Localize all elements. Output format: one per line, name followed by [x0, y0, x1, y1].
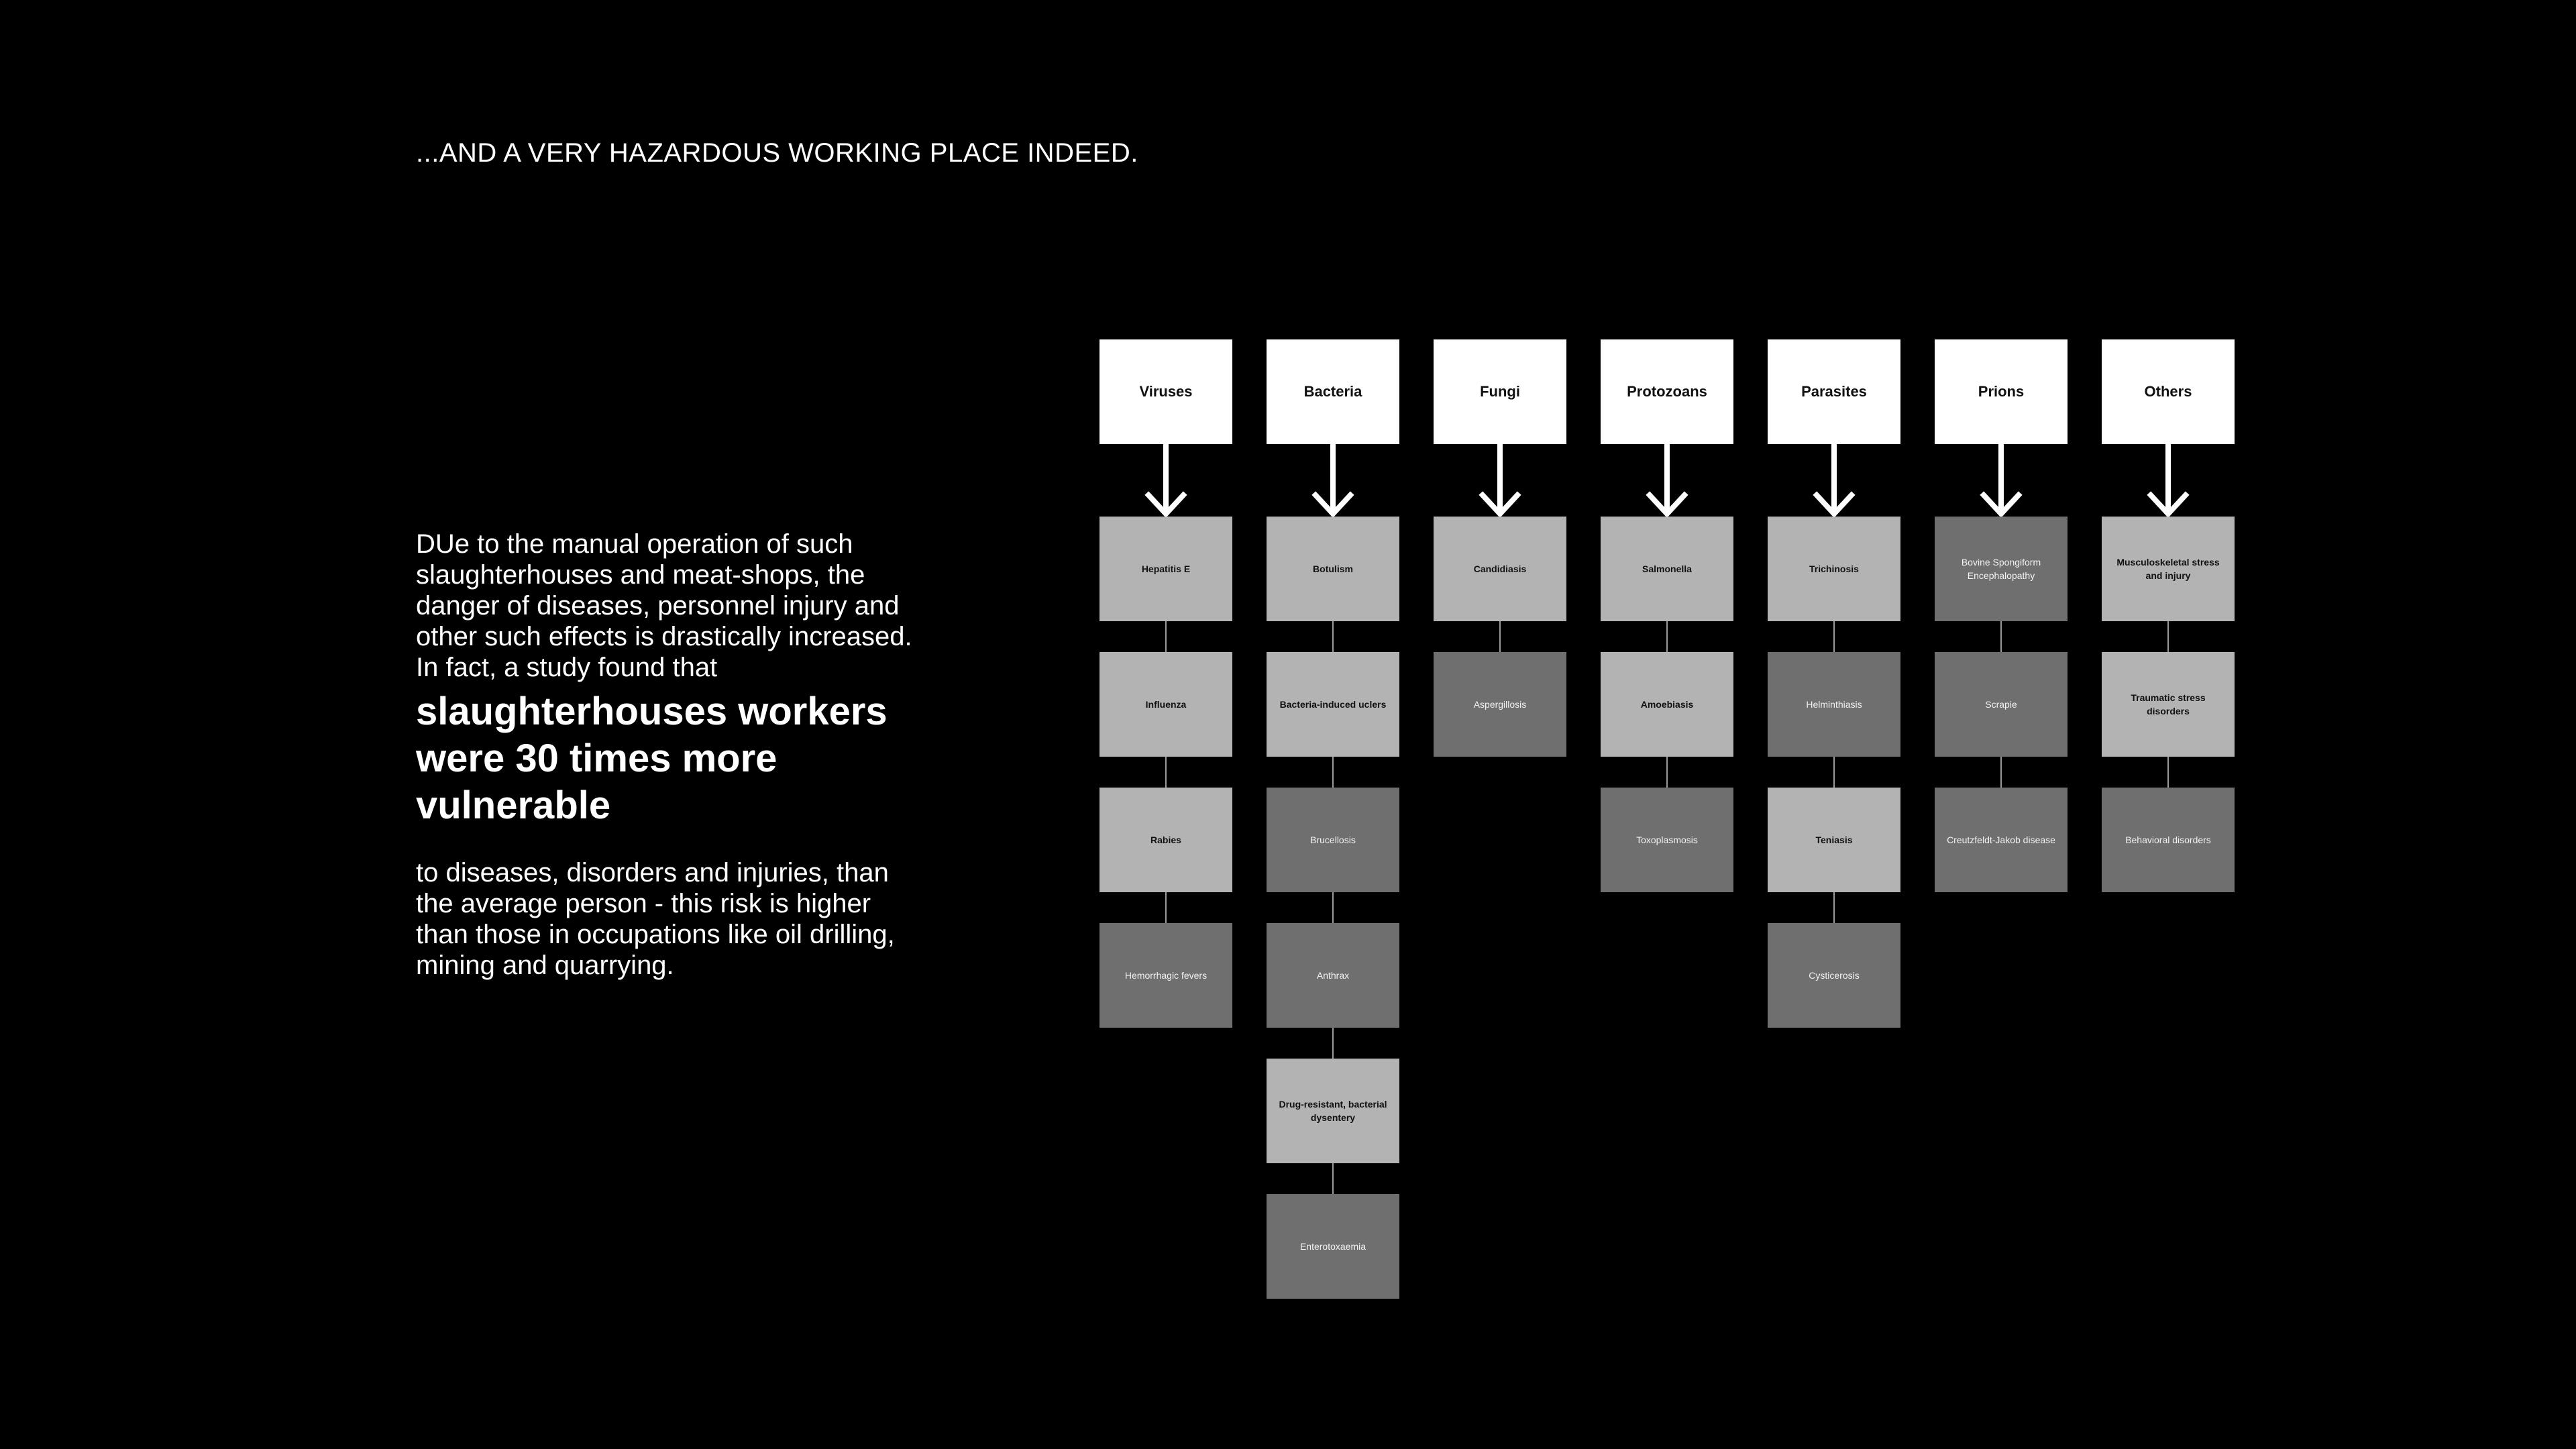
category-bacteria: Bacteria [1267, 339, 1399, 444]
connector-line [2000, 757, 2002, 788]
item-amoebiasis: Amoebiasis [1601, 652, 1733, 757]
connector-line [1833, 892, 1835, 923]
connector-line [1332, 757, 1334, 788]
arrow-down-icon [1144, 444, 1187, 518]
item-cysticerosis: Cysticerosis [1768, 923, 1900, 1028]
connector-line [1332, 621, 1334, 652]
item-bacteria-induced-uclers: Bacteria-induced uclers [1267, 652, 1399, 757]
connector-line [1165, 892, 1167, 923]
connector-line [1332, 1028, 1334, 1059]
connector-line [1833, 621, 1835, 652]
intro-emphasis: slaughterhouses workers were 30 times more vulnerable [416, 690, 888, 827]
connector-line [1332, 892, 1334, 923]
item-trichinosis: Trichinosis [1768, 517, 1900, 621]
item-botulism: Botulism [1267, 517, 1399, 621]
item-candidiasis: Candidiasis [1434, 517, 1566, 621]
item-traumatic-stress-disorders: Traumatic stress disorders [2102, 652, 2235, 757]
arrow-down-icon [1646, 444, 1688, 518]
item-anthrax: Anthrax [1267, 923, 1399, 1028]
item-behavioral-disorders: Behavioral disorders [2102, 788, 2235, 892]
category-protozoans: Protozoans [1601, 339, 1733, 444]
item-brucellosis: Brucellosis [1267, 788, 1399, 892]
connector-line [1165, 621, 1167, 652]
category-others: Others [2102, 339, 2235, 444]
item-scrapie: Scrapie [1935, 652, 2068, 757]
item-teniasis: Teniasis [1768, 788, 1900, 892]
connector-line [1833, 757, 1835, 788]
connector-line [1499, 621, 1501, 652]
category-fungi: Fungi [1434, 339, 1566, 444]
category-prions: Prions [1935, 339, 2068, 444]
item-influenza: Influenza [1099, 652, 1232, 757]
arrow-down-icon [2147, 444, 2190, 518]
connector-line [2000, 621, 2002, 652]
connector-line [1666, 621, 1668, 652]
item-aspergillosis: Aspergillosis [1434, 652, 1566, 757]
connector-line [1666, 757, 1668, 788]
intro-paragraph: DUe to the manual operation of such slaughterhouses and meat-shops, the danger of diseases, personnel injury and other such effects is drastically increased. In fact, a study found that [416, 529, 912, 682]
arrow-down-icon [1479, 444, 1521, 518]
item-enterotoxaemia: Enterotoxaemia [1267, 1194, 1399, 1299]
connector-line [2167, 757, 2169, 788]
arrow-down-icon [1311, 444, 1354, 518]
arrow-down-icon [1813, 444, 1856, 518]
category-parasites: Parasites [1768, 339, 1900, 444]
item-helminthiasis: Helminthiasis [1768, 652, 1900, 757]
item-bovine-spongiform-encephalopathy: Bovine Spongiform Encephalopathy [1935, 517, 2068, 621]
item-hepatitis-e: Hepatitis E [1099, 517, 1232, 621]
intro-paragraph-continued: to diseases, disorders and injuries, than the average person - this risk is higher than those in occupations like oil drilling, mining and quarrying. [416, 858, 895, 980]
item-salmonella: Salmonella [1601, 517, 1733, 621]
page-heading: ...AND A VERY HAZARDOUS WORKING PLACE INDEED. [416, 138, 1138, 168]
category-viruses: Viruses [1099, 339, 1232, 444]
item-toxoplasmosis: Toxoplasmosis [1601, 788, 1733, 892]
connector-line [1165, 757, 1167, 788]
connector-line [2167, 621, 2169, 652]
item-rabies: Rabies [1099, 788, 1232, 892]
item-hemorrhagic-fevers: Hemorrhagic fevers [1099, 923, 1232, 1028]
connector-line [1332, 1163, 1334, 1194]
item-creutzfeldt-jakob-disease: Creutzfeldt-Jakob disease [1935, 788, 2068, 892]
arrow-down-icon [1980, 444, 2023, 518]
item-musculoskeletal-stress-and-injury: Musculoskeletal stress and injury [2102, 517, 2235, 621]
item-drug-resistant-bacterial-dysentery: Drug-resistant, bacterial dysentery [1267, 1059, 1399, 1163]
